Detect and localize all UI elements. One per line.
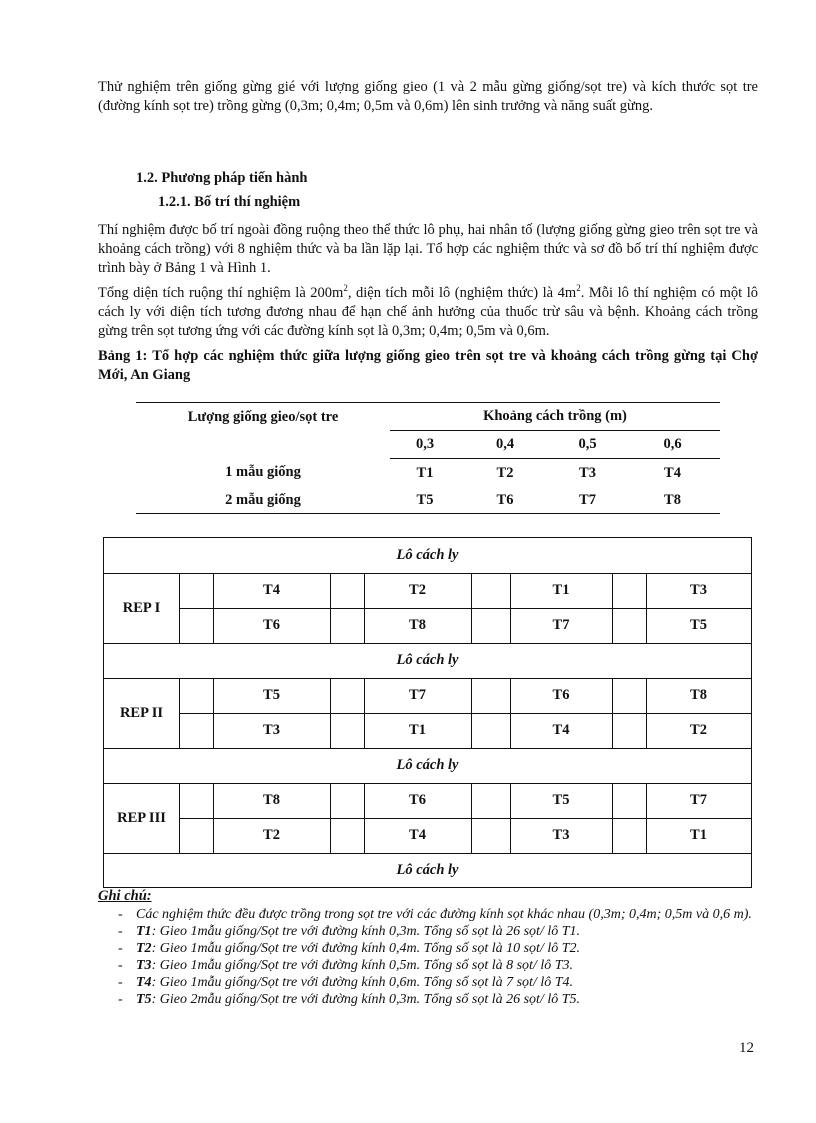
treatment-plot: T1 <box>690 827 707 843</box>
table1-cell: T7 <box>550 487 625 514</box>
grid-line-vertical <box>179 783 180 853</box>
grid-line-vertical <box>471 573 472 643</box>
table1-distance: 0,4 <box>460 431 550 459</box>
table1-group-header: Khoảng cách trồng (m) <box>390 403 720 431</box>
grid-line-vertical <box>646 783 647 853</box>
grid-line-vertical <box>510 573 511 643</box>
isolation-plot: Lô cách ly <box>396 547 459 563</box>
grid-line-vertical <box>179 678 180 748</box>
grid-line-vertical <box>646 678 647 748</box>
grid-line-vertical <box>179 573 180 643</box>
grid-line-vertical <box>213 573 214 643</box>
grid-line-vertical <box>612 573 613 643</box>
note-text: : Gieo 2mẫu giống/Sọt tre với đường kính 0,3m. Tổng số sọt là 26 sọt/ lô T5. <box>151 992 581 1007</box>
treatment-plot: T7 <box>690 792 707 808</box>
grid-line-vertical <box>646 573 647 643</box>
area-text-b: , diện tích mỗi lô (nghiệm thức) là 4m <box>347 285 577 301</box>
table1-cell: T8 <box>625 487 720 514</box>
grid-line-vertical <box>330 783 331 853</box>
grid-line-vertical <box>364 573 365 643</box>
treatment-table <box>136 402 720 514</box>
area-sup-1: 2 <box>343 283 348 294</box>
treatment-plot: T6 <box>552 687 570 703</box>
grid-line-vertical <box>213 678 214 748</box>
grid-line-vertical <box>471 783 472 853</box>
treatment-plot: T2 <box>409 582 426 598</box>
treatment-plot: T7 <box>552 617 570 633</box>
note-item: - T5: Gieo 2mẫu giống/Sọt tre với đường kính 0,3m. Tổng số sọt là 26 sọt/ lô T5. <box>118 992 581 1007</box>
note-text: : Gieo 1mẫu giống/Sọt tre với đường kính 0,4m. Tổng số sọt là 10 sọt/ lô T2. <box>151 941 581 956</box>
note-item: - T3: Gieo 1mẫu giống/Sọt tre với đường kính 0,5m. Tổng số sọt là 8 sọt/ lô T3. <box>118 958 574 973</box>
subsection-heading: 1.2.1. Bố trí thí nghiệm <box>158 194 301 210</box>
grid-line-horizontal <box>179 713 751 714</box>
table1-cell: T4 <box>664 464 681 481</box>
table1-row-label: 1 mẫu giống <box>225 464 301 481</box>
grid-line-vertical <box>213 783 214 853</box>
table1-cell: T6 <box>460 487 550 514</box>
method-paragraph: Thí nghiệm được bố trí ngoài đồng ruộng theo thể thức lô phụ, hai nhân tố (lượng giống gừng gieo trên sọt tre và khoảng cách trồng) với 8 nghiệm thức và ba lần lặp lại. Tổ hợp các nghiệm thức và sơ đồ bố trí thí nghiệm được trình bày ở Bảng 1 và Hình 1. <box>98 222 758 276</box>
area-text-c: . Mỗi lô thí nghiệm có một lô cách ly với diện tích tương đương nhau để hạn chế ảnh hưởng của thuốc trừ sâu và bệnh. Khoảng cách trồng gừng trên sọt tương ứng với các đường kính sọt là 0,3m; 0,4m; 0,5m và 0,6m. <box>98 285 759 339</box>
grid-line-vertical <box>612 783 613 853</box>
isolation-plot: Lô cách ly <box>396 757 459 773</box>
treatment-plot: T2 <box>690 722 707 738</box>
note-item: - T4: Gieo 1mẫu giống/Sọt tre với đường kính 0,6m. Tổng số sọt là 7 sọt/ lô T4. <box>118 975 574 990</box>
grid-line-vertical <box>364 783 365 853</box>
table1-distance: 0,6 <box>625 431 720 459</box>
rep-label: REP III <box>117 809 166 826</box>
grid-line-vertical <box>612 678 613 748</box>
treatment-plot: T4 <box>263 582 280 598</box>
note-code: T4 <box>136 975 152 990</box>
treatment-plot: T1 <box>409 722 426 738</box>
note-item: - T2: Gieo 1mẫu giống/Sọt tre với đường kính 0,4m. Tổng số sọt là 10 sọt/ lô T2. <box>118 941 581 956</box>
treatment-plot: T4 <box>409 827 426 843</box>
table1-row-label: 2 mẫu giống <box>136 487 390 514</box>
notes-title: Ghi chú: <box>98 888 152 904</box>
grid-line-vertical <box>364 678 365 748</box>
note-text: : Gieo 1mẫu giống/Sọt tre với đường kính 0,6m. Tổng số sọt là 7 sọt/ lô T4. <box>151 975 574 990</box>
rep-label: REP I <box>122 599 161 616</box>
page-number: 12 <box>739 1040 754 1056</box>
treatment-plot: T3 <box>690 582 707 598</box>
treatment-plot: T8 <box>690 687 707 703</box>
treatment-plot: T3 <box>263 722 280 738</box>
treatment-plot: T3 <box>552 827 570 843</box>
note-item: - Các nghiệm thức đều được trồng trong sọt tre với các đường kính sọt khác nhau (0,3m; 0,4m; 0,5m và 0,6 m). <box>118 907 752 922</box>
treatment-plot: T1 <box>552 582 570 598</box>
table1-cell: T5 <box>390 487 460 514</box>
area-sup-2: 2 <box>576 283 581 294</box>
table1-cell: T3 <box>579 464 596 481</box>
intro-paragraph: Thử nghiệm trên giống gừng gié với lượng giống gieo (1 và 2 mẫu gừng giống/sọt tre) và kích thước sọt tre (đường kính sọt tre) trồng gừng (0,3m; 0,4m; 0,5m và 0,6m) lên sinh trưởng và năng suất gừng. <box>98 79 758 114</box>
grid-line-horizontal <box>179 608 751 609</box>
area-paragraph <box>98 284 758 341</box>
notes-list <box>118 906 758 1008</box>
note-code: T3 <box>136 958 152 973</box>
treatment-plot: T6 <box>263 617 280 633</box>
isolation-plot: Lô cách ly <box>396 862 459 878</box>
treatment-plot: T8 <box>263 792 280 808</box>
treatment-plot: T4 <box>552 722 570 738</box>
note-code: T5 <box>136 992 152 1007</box>
grid-line-vertical <box>330 573 331 643</box>
note-text: Các nghiệm thức đều được trồng trong sọt tre với các đường kính sọt khác nhau (0,3m; 0,4m; 0,5m và 0,6 m). <box>136 907 752 922</box>
treatment-plot: T8 <box>409 617 426 633</box>
treatment-plot: T5 <box>552 792 570 808</box>
isolation-plot: Lô cách ly <box>396 652 459 668</box>
treatment-plot: T5 <box>263 687 280 703</box>
table1-cell: T2 <box>496 464 514 481</box>
treatment-plot: T5 <box>690 617 707 633</box>
grid-line-vertical <box>471 678 472 748</box>
grid-line-vertical <box>510 678 511 748</box>
grid-line-vertical <box>510 783 511 853</box>
table1-col1-header: Lượng giống gieo/sọt tre <box>136 403 390 459</box>
grid-line-vertical <box>330 678 331 748</box>
table1-caption: Bảng 1: Tổ hợp các nghiệm thức giữa lượng giống gieo trên sọt tre và khoảng cách trồng gừng tại Chợ Mới, An Giang <box>98 348 758 383</box>
note-text: : Gieo 1mẫu giống/Sọt tre với đường kính 0,3m. Tổng số sọt là 26 sọt/ lô T1. <box>151 924 581 939</box>
treatment-plot: T7 <box>409 687 426 703</box>
treatment-plot: T6 <box>409 792 426 808</box>
table1-distance: 0,5 <box>550 431 625 459</box>
note-code: T1 <box>136 924 152 939</box>
area-text-a: Tổng diện tích ruộng thí nghiệm là 200m <box>98 285 344 301</box>
note-text: : Gieo 1mẫu giống/Sọt tre với đường kính 0,5m. Tổng số sọt là 8 sọt/ lô T3. <box>151 958 574 973</box>
rep-label: REP II <box>119 704 164 721</box>
note-item: - T1: Gieo 1mẫu giống/Sọt tre với đường kính 0,3m. Tổng số sọt là 26 sọt/ lô T1. <box>118 924 581 939</box>
experiment-layout-diagram <box>103 537 752 888</box>
table1-cell: T1 <box>416 464 434 481</box>
section-heading: 1.2. Phương pháp tiến hành <box>136 170 308 186</box>
note-code: T2 <box>136 941 152 956</box>
treatment-plot: T2 <box>263 827 280 843</box>
grid-line-horizontal <box>179 818 751 819</box>
table1-distance: 0,3 <box>390 431 460 459</box>
